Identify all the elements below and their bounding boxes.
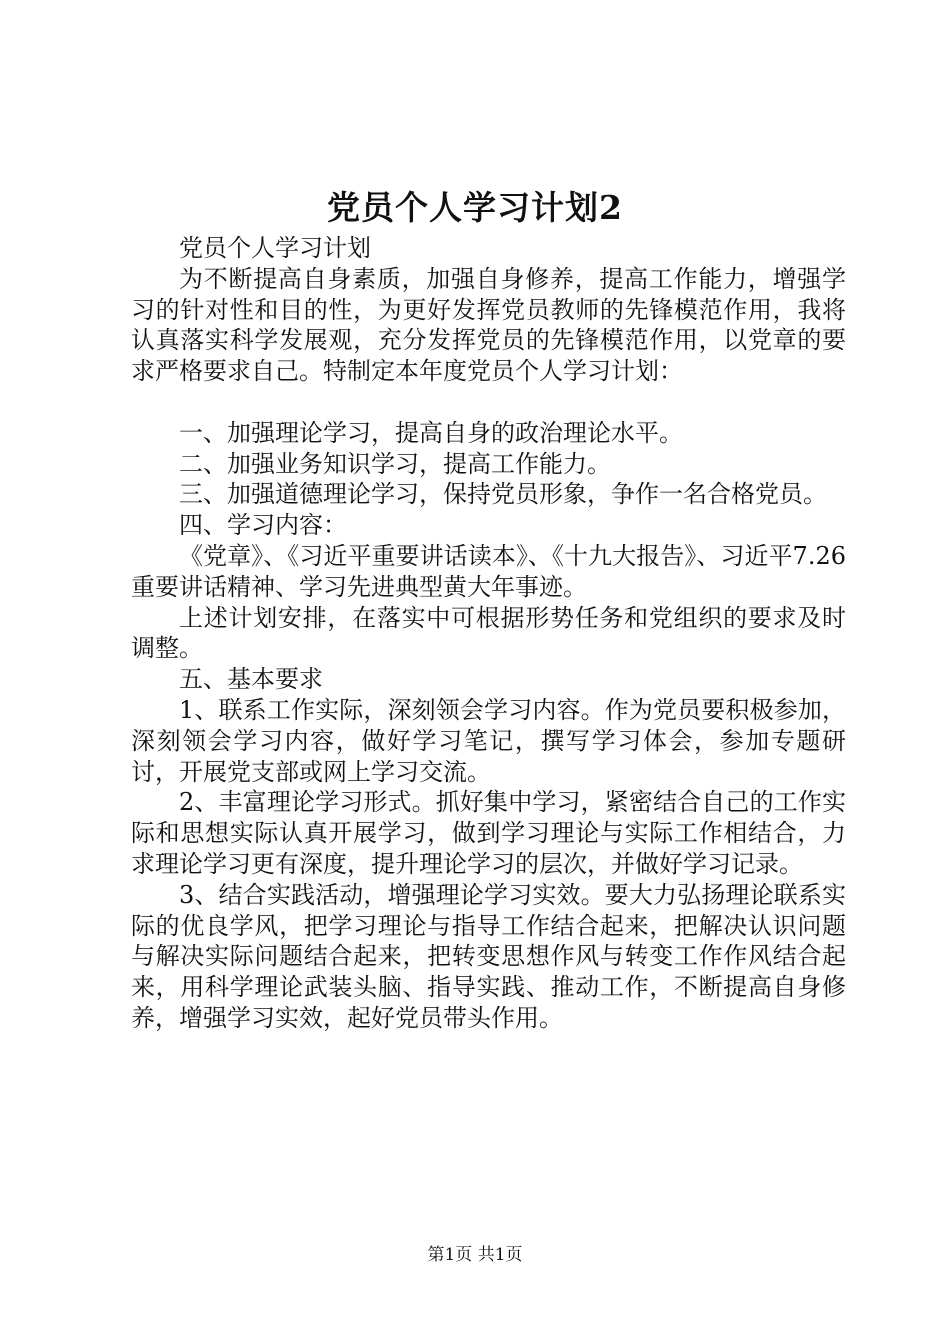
requirement-2-paragraph: 2、丰富理论学习形式。抓好集中学习，紧密结合自己的工作实际和思想实际认真开展学习，做到学习理论与实际工作相结合，力求理论学习更有深度，提升理论学习的层次，并做好学习记录。 bbox=[131, 788, 846, 878]
page-footer: 第1页 共1页 bbox=[427, 1245, 523, 1265]
intro-paragraph: 为不断提高自身素质，加强自身修养，提高工作能力，增强学习的针对性和目的性，为更好发挥党员教师的先锋模范作用，我将认真落实科学发展观，充分发挥党员的先锋模范作用，以党章的要求严格要求自己。特制定本年度党员个人学习计划： bbox=[131, 264, 846, 386]
requirement-1-paragraph: 1、联系工作实际，深刻领会学习内容。作为党员要积极参加，深刻领会学习内容，做好学习笔记，撰写学习体会，参加专题研讨，开展党支部或网上学习交流。 bbox=[131, 695, 846, 786]
document-body bbox=[131, 233, 846, 1034]
subtitle-paragraph: 党员个人学习计划 bbox=[179, 234, 371, 262]
section-item-1: 一、加强理论学习，提高自身的政治理论水平。 bbox=[179, 418, 683, 447]
document-title: 党员个人学习计划2 bbox=[327, 188, 623, 227]
section-heading-content: 四、学习内容： bbox=[179, 511, 347, 540]
requirement-3-paragraph: 3、结合实践活动，增强理论学习实效。要大力弘扬理论联系实际的优良学风，把学习理论与指导工作结合起来，把解决认识问题与解决实际问题结合起来，把转变思想作风与转变工作作风结合起来，用科学理论武装头脑、指导实践、推动工作，不断提高自身修养，增强学习实效，起好党员带头作用。 bbox=[131, 880, 846, 1032]
content-list-paragraph: 《党章》、《习近平重要讲话读本》、《十九大报告》、习近平7.26重要讲话精神、学习先进典型黄大年事迹。 bbox=[131, 541, 846, 601]
section-item-2: 二、加强业务知识学习，提高工作能力。 bbox=[179, 449, 611, 478]
section-heading-requirements: 五、基本要求 bbox=[179, 665, 323, 694]
adjustment-paragraph: 上述计划安排，在落实中可根据形势任务和党组织的要求及时调整。 bbox=[131, 603, 846, 663]
section-item-3: 三、加强道德理论学习，保持党员形象，争作一名合格党员。 bbox=[179, 480, 827, 509]
